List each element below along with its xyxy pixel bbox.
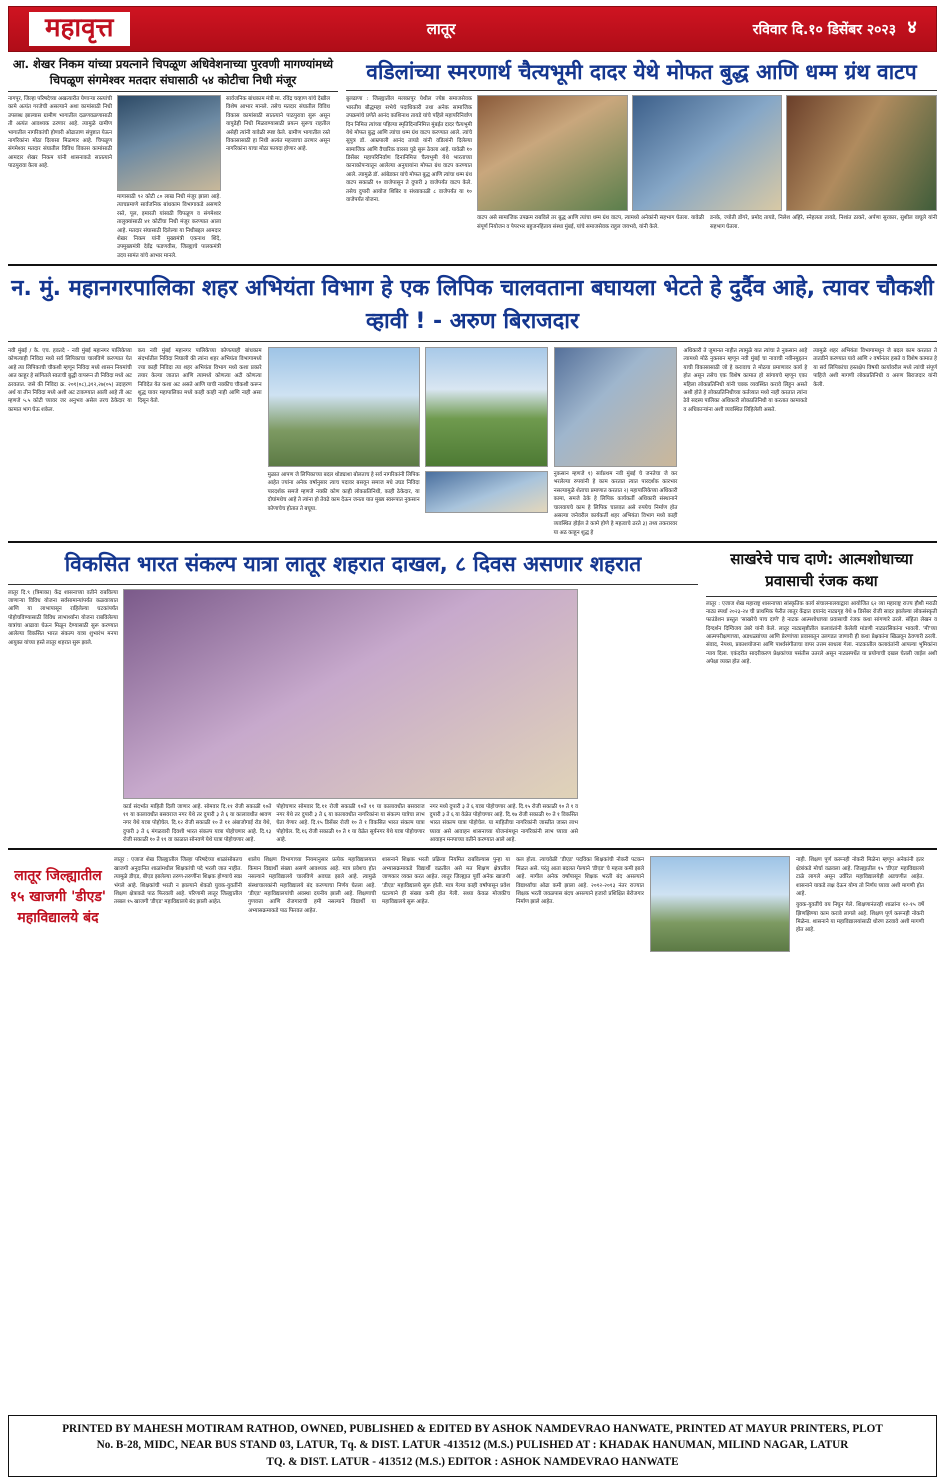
article-birajdar-text-6: त्यामुळे शहर अभियंता विभागामधून जे बदल काम करतात ते तातडीने करण्यात यावे आणि २ वर्षानंतर हसते व विशेष कामात हे या सर्व लिपिकांचा हस्तक्षेप विषयी कार्यावरील मध्ये त्यांची संपूर्ण पाहिजे अशी मागणी लोकप्रतिनिधी व अरुण बिराजदार यांनी केली.	[813, 348, 937, 388]
article-birajdar-col-4	[554, 347, 678, 537]
article-birajdar-text-1: नवी मुंबई / के. एच. हवतदे - नवी मुंबई महानगर पालिकेच्या कोणत्याही निविदा मध्ये सर्व लिपिकाचा चालविणे करण्यात येत आहे त्या लिपिकाची चौकशी म्हणून निविदा मध्ये शासन नियमांची आत काहूर हे सांगितले स्वतःची बुद्धी वापरून ती निविदा मध्ये अट ठरवतात. जसे की निविदा क्र. २०१(०८),३१२,२७(०५) उदाहरण अर्थ या तीन निविदा मध्ये अशी अट टाकण्यात आली आहे ती अट म्हणजे ५.५ कोटी च्यावर जर अनुभव असेल तरच ठेकेदार या कामात भाग घेऊ शकेल.	[8, 348, 132, 413]
article-ded-col-1	[114, 856, 242, 952]
imprint-line-1: PRINTED BY MAHESH MOTIRAM RATHOD, OWNED, PUBLISHED & EDITED BY ASHOK NAMDEVRAO HANWATE, PRINTED AT MAYUR PRINTERS, PLOT	[62, 1422, 883, 1435]
article-ded-media	[650, 856, 790, 952]
article-nikam-text-1: नागपूर, जिल्हा परिषदेच्या अखत्यारीत येणाऱ्या रस्त्यांची कामे अत्यंत गरजेची असल्याने अशा कामांसाठी निधी उपलब्ध झाल्यास ग्रामीण भागातील दळणवळणासाठी ती अत्यंत आवश्यक ठरणार आहे. त्यामुळे ग्रामीण भागातील नागरिकांची होणारी ओढाताण संपुष्टात येऊन नागरिकांना मोठा दिलासा मिळणार आहे. चिपळूण संगमेश्वर मतदार संघातील विविध विकास कामांसाठी आमदार शेखर निकम यांनी शासनाकडे सातत्याने पाठपुरावा केला आहे.	[8, 96, 112, 170]
article-nikam-text-2: मागासाठी ९२ कोटी ८० लाख निधी मंजूर झाला आहे. त्याचप्रमाणे सार्वजनिक बांधकाम विभागाकडे असणारे रस्ते, पूल, इमारती यांसाठी चिपळूण व संगमेश्वर तालुक्यांसाठी ४१ कोटींचा निधी मंजूर करण्यात आला आहे. मतदार संघासाठी दिलेल्या या निधीबद्दल आमदार शेखर निकम यांनी मुख्यमंत्री एकनाथ शिंदे, उपमुख्यमंत्री देवेंद्र फडणवीस, जिल्ह्याचे पालकमंत्री उदय सामंत यांचे आभार मानले.	[117, 194, 221, 259]
section-two	[8, 272, 937, 537]
article-ded-text-6: युवक-युवतींचे वय निघून गेले. शिक्षणानंतरही शाळांना १२-१५ वर्षे झिणझिण्या काम करावे लागले आहे. शिक्षण पूर्ण करूनही नोकरी मिळेना. शासनाने या महाविद्यालयांसाठी धोरण ठरवावे अशी मागणी होत आहे.	[796, 902, 924, 934]
article-chaityabhumi-col	[346, 95, 472, 211]
article-yatra-text-3: पोहोचणार सोमवार दि.११ रोजी सकाळी १०ते ११ या कालावधीत बसवराज नगर येथे तर दुपारी ३ ते ६ या कालावधीत नागरिकांना या संकल्प यात्रेचा लाभ घेता येणार आहे. दि.१५ डिसेंबर रोजी १० ते १ विकसित भारत संकल्प यात्रा पोहोचेल. दि.१६ रोजी सकाळी १० ते १ या वेळेत सूर्यनगर येथे यात्रा पोहोचणार आहे.	[276, 803, 425, 844]
article-yatra-media	[123, 589, 578, 845]
article-birajdar-text-3: मुळात आपण जे लिपिकाच्या बदल थोड्याशा बोलताच हे सर्व नागरिकांनी लिपिक आहेत ज्यांना अनेक वर्षानुसार त्याच पदावर बसवून समाज मधे उघड निविदा पारदर्शक समजे म्हणजे नक्की कोण काही लोकप्रतिनिधी, काही ठेकेदार, या दोघांमधेच आहे ते त्यांना हो तेवढे काम देऊन जनता यात मुख्य स्वरूपात नुकसान कोणाचेच होतात ते बघूया.	[267, 472, 420, 512]
article-birajdar-col-6	[813, 347, 937, 537]
article-chaityabhumi-text: बुलढाणा : जिल्ह्यातील मलकापूर येथील ज्येष्ठ समाजसेवक भारतीय बौद्धमहा सभेचे पदाधिकारी तथा अनेक सामाजिक उपक्रमांचे प्रणेते आनंद काशिनाथ तायडे यांचे पहिले महापरिनिर्वाण दिन निमित्त त्यांच्या पहिल्या स्मृतिदिनानिमित्त मुंबईत दादर चैत्यभूमी येथे मोफत बुद्ध आणि त्यांचा धम्म ग्रंथ वाटप करण्यात आले. त्यांचे सुपुत्र डॉ. आम्रपाली आनंद तायडे यांनी वडिलांनी दिलेल्या सामाजिक आणि वैचारिक वारसा पुढे सुरू ठेवला आहे. यावेळी १० डिसेंबर महापरिनिर्वाण दिनानिमित्त चैत्यभूमी येथे भारताच्या कानाकोपऱ्यातून आलेल्या अनुयायांना मोफत ग्रंथ वाटप करण्यात आले. त्यामुळे डॉ. आंबेडकर यांचे मोफत बुद्ध आणि त्यांचा धम्म ग्रंथ वाटप सकाळी १० वाजेपासून ते दुपारी ३ वाजेपर्यंत वाटप केले. तसेच दुपारी आयोज शिबिर व संध्याकाळी ८ वाजेपर्यंत या १० वाजेपर्यंत योजना.	[346, 96, 472, 203]
article-nikam-col-2	[117, 95, 221, 260]
article-yatra-col-1	[8, 589, 118, 845]
article-sakhar	[706, 549, 937, 844]
article-birajdar-text-2: कय नवी मुंबई महानगर पालिकेच्या कोणत्याही बांधकाम संदर्भातील निविदा निघाली की त्यांना शहर अभियंता विभागामध्ये ज्या काही निविदा त्या शहर अभियंता विभाग मध्ये कशा प्रकारे तयार केल्या जातात आणि त्यामध्ये कोणत्या अटी कोणत्या निविदेत येत कशा अट असते आणि याची नक्कीच चौकशी करून शुद्ध यावर महापालिका मध्ये काही काही नाही आणि नाही असा दिसून येतो.	[137, 348, 262, 405]
article-ded-text-2: शालेय शिक्षण विभागाच्या नियमानुसार प्रत्येक महाविद्यालयात किमान विद्यार्थी संख्या असणे आवश्यक आहे. मात्र प्रवेशच होत नसल्याने महाविद्यालये चालविणे अवघड झाले आहे. त्यामुळे संस्थाचालकांनी महाविद्यालये बंद करण्याचा निर्णय घेतला आहे. 'डीएड' महाविद्यालयांची अवस्था दयनीय झाली आहे. शिक्षणाची गुणवत्ता आणि रोजगाराची हमी नसल्याने विद्यार्थी या अभ्यासक्रमाकडे पाठ फिरवत आहेत.	[248, 857, 376, 914]
article-ded-text-1: लातूर : एजाज शेख जिल्ह्यातील जिल्हा परिषदेच्या शाळांसोबतच खाजगी अनुदानित शाळांमधील शिक्षकांची पदे भरली जात नाहीत. त्यामुळे डीएड, बीएड झालेल्या तरुण-तरुणींना शिक्षक होण्याचे स्वप्न भंगले आहे. शिक्षकांची भरती न झाल्याने शेकडो युवक-युवतींनी शिक्षण क्षेत्राकडे पाठ फिरवली आहे. परिणामी लातूर जिल्ह्यातील तब्बल १५ खाजगी 'डीएड' महाविद्यालये बंद झाली आहेत.	[114, 857, 242, 906]
masthead-logo	[29, 12, 130, 46]
article-ded-text-3: शासनाने शिक्षक भरती प्रक्रिया नियमित राबविल्यास पुन्हा या अभ्यासक्रमाकडे विद्यार्थी वळतील असे मत शिक्षण क्षेत्रातील जाणकार व्यक्त करत आहेत. लातूर जिल्ह्यात पूर्वी अनेक खाजगी 'डीएड' महाविद्यालये सुरू होती. मात्र गेल्या काही वर्षांपासून प्रवेश घटल्याने ही संख्या कमी होत गेली. सध्या केवळ मोजकीच महाविद्यालये सुरू आहेत.	[382, 857, 510, 906]
sankalp-yatra-photo	[123, 589, 578, 799]
municipal-building-photo	[268, 347, 420, 467]
article-ded-text-5: नाही. शिक्षण पूर्ण करूनही नोकरी मिळेना म्हणून अनेकांनी इतर क्षेत्रांकडे मोर्चा वळवला आहे. जिल्ह्यातील १५ 'डीएड' महाविद्यालये टाळे लागले असून उर्वरित महाविद्यालयेही अडचणीत आहेत. शासनाने याकडे लक्ष देऊन योग्य तो निर्णय घ्यावा अशी मागणी होत आहे.	[796, 857, 924, 897]
article-birajdar-col-5	[683, 347, 807, 537]
article-ded-col-4	[516, 856, 644, 952]
event-caption-right: डनके, ज्योती डोंगरे, प्रमोद तायडे, निलेश अहिरे, स्नेहलता तायडे, निशांत ठाकरे, अर्पणा सुरकार, सुशील वाघुले यांनी सहभाग घेतला.	[710, 215, 937, 230]
article-nikam-col-3	[226, 95, 330, 260]
article-yatra-text-2: कार्ड संदर्भात माहिती दिली जाणार आहे. सोमवार दि.११ रोजी सकाळी १०ते ११ या कालावधीत बसवराज नगर येथे तर दुपारी ३ ते ६ या कालावधीत श्रावण नगर येथे यात्रा पोहोचेल. दि.१२ रोजी सकाळी १० ते ११ अंबाजोगाई रोड येथे, दुपारी ३ ते ६ मंगळवारी दिवशी भारत संकल्प यात्रा पोहोचणार आहे. दि.१३ रोजी सकाळी १० ते ११ वा काळात सोनवणे येथे यात्रा पोहोचणार आहे.	[123, 803, 272, 844]
article-nikam-headline: आ. शेखर निकम यांच्या प्रयत्नाने चिपळूण अधिवेशनाच्या पुरवणी मागण्यांमध्ये चिपळूण संगमेश्वर मतदार संघासाठी ५४ कोटीचा निधी मंजूर	[12, 57, 334, 87]
article-birajdar-col-2	[138, 347, 262, 537]
page-number: ४	[907, 17, 917, 38]
article-chaityabhumi	[346, 57, 937, 260]
arun-birajdar-portrait	[425, 471, 548, 513]
event-photo-3	[786, 95, 937, 211]
article-nikam	[8, 57, 338, 260]
section-four	[8, 856, 937, 952]
article-nikam-col-1	[8, 95, 112, 260]
article-ded-col-5	[796, 856, 924, 952]
article-birajdar-headline: न. मुं. महानगरपालिका शहर अभियंता विभाग हे एक लिपिक चालवताना बघायला भेटते हे दुर्दैव आहे, त्यावर चौकशी व्हावी ! - अरुण बिराजदार	[11, 276, 934, 335]
masthead-edition: लातूर	[426, 20, 456, 38]
article-birajdar-text-4: नुकसान म्हणजे १) सर्वप्रथम नवी मुंबई चे जनतेचा जे कर भरलेल्या रुपयांनी हे काम करतात त्यात पारदर्शक कारभार नसल्यामुळे शेताचा प्रमाणात करतात २) महापालिकेच्या अधिकारी कामा, समजे ठेके हे लिपिक कार्यकर्ती अधिकारी संस्थानाने चालवायचे काम हे लिपिक चालवत असे रुपयेच निर्माण होत असल्या जनेवरील कार्यकर्ती शहर अभियंता विभाग मध्ये काही व्यवस्थित होईल ते कामे होणे हे महत्वाचे ठरते ३) तथ्य तकरारवर या अठ काहून शुद्ध हे	[553, 471, 678, 536]
article-ded-title: लातूर जिल्ह्यातील १५ खाजगी 'डीएड' महाविद्यालये बंद	[9, 868, 107, 927]
event-photo-2	[632, 95, 783, 211]
article-birajdar-media	[268, 347, 548, 537]
section-one	[8, 57, 937, 260]
imprint-box	[8, 1415, 937, 1477]
article-yatra-headline: विकसित भारत संकल्प यात्रा लातूर शहरात दाखल, ८ दिवस असणार शहरात	[64, 552, 642, 577]
college-building-photo	[650, 856, 790, 952]
article-birajdar-text-5: अधिकारी ते जुमानत नाहीत त्यामुळे यात त्यांचा ते नुकसान आहे त्यामध्ये मोठे नुकसान म्हणून नवी मुंबई चा नावाची नवीनमुद्दतन याची विकासासाठी जो हे करावाच ते मोठया प्रमाणावर कार्य हे होत असून तसेच एक विशेष कामात हो सांगायचे म्हणून एका महिला लोकप्रतिनिधी यांनी चक्क व्यवस्थित करावे लिहून असते अशी होते हे लोकप्रतिनिधीच्या कर्तव्यात मध्ये नाही करतात त्यांना ठेवे सदस्य पालिका अधिकारी लोकप्रतिनिधी या करतात कामाकडे व अधिकाऱ्यांना अशी व्यवस्थित लिहिलेली असते.	[683, 348, 808, 413]
event-caption-left: वाटप असे सामाजिक उपक्रम राबविले तर बुद्ध आणि त्यांचा धम्म ग्रंथ वाटप, त्यामध्ये अनेकांनी सहभाग घेतला. यावेळी संपूर्ण नियोजन व पेपरभर बहुजनहिताय संस्था मुंबई, यांचे समाजसेवक राहुल जयभवे, यांनी केले.	[477, 215, 704, 230]
article-birajdar-col-1	[8, 347, 132, 537]
article-sakhar-headline: साखरेचे पाच दाणे: आत्मशोधाच्या प्रवासाची रंजक कथा	[730, 550, 913, 590]
masthead-date: रविवार दि.१० डिसेंबर २०२३	[752, 21, 896, 38]
masthead-logo-text: महावृत्त	[45, 13, 114, 43]
section-three	[8, 549, 937, 844]
article-sakhar-text: लातूर : एजाज शेख महाराष्ट्र शासनाच्या सांस्कृतिक कार्य संचालनालयाद्वारा आयोजित ६२ व्या महाराष्ट्र राज्य हौशी मराठी नाट्य स्पर्धा २०२३-२४ ची प्राथमिक फेरीत लातूर केंद्रात दयानंद नाट्यगृह येथे ७ डिसेंबर रोजी सादर झालेल्या लोकसंस्कृती फाउंडेशन प्रस्तुत 'साखरेचे पाच दाणे' हे नाटक आत्मशोधाच्या प्रवासाची रंजक कथा सांगणारे ठरले. संहिता लेखन व दिग्दर्शन दिग्विजय उंबरे यांनी केले. लातूर नाट्यसृष्टीतील कलावंतांनी केलेली मांडणी नाट्यरसिकांना भावली. 'मी'च्या आत्मपरीक्षणाच्या, अडथळ्यांच्या आणि प्रेरणांच्या प्रवासातून उलगडत जाणारी ही कथा प्रेक्षकांना खिळवून ठेवणारी ठरली. संवाद, नेपथ्य, प्रकाशयोजना आणि पार्श्वसंगीताचा वापर उत्तम साधला गेला. नाटकातील कलावंतांनी आपल्या भूमिकांना न्याय दिला. एकंदरीत सादरीकरण प्रेक्षकांच्या पसंतीस उतरले असून नाट्यस्पर्धेत या प्रयोगाची दखल घेतली जाईल अशी अपेक्षा व्यक्त होत आहे.	[706, 600, 937, 666]
article-yatra-text-4: नगर मध्ये दुपारी ३ ते ६ यात्रा पोहोचणार आहे. दि.१५ रोजी सकाळी १० ते १ व दुपारी ३ ते ६ या वेळेत पोहोचणार आहे. दि.१७ रोजी सकाळी १० ते १ विकसित भारत संकल्प यात्रा पोहोचेल. या माहितीचा नागरिकांनी जास्तीत जास्त लाभ घ्यावा असे आवाहन शासनाच्या योजनांमधून नागरिकांनी लाभ घ्यावा असे आवाहन मनपाच्या वतीने करण्यात आले आहे.	[429, 803, 578, 844]
article-yatra	[8, 549, 698, 844]
mla-portrait-photo	[117, 95, 221, 191]
article-ded-text-4: कल होता. त्याचवेळी 'डीएड' पदविका शिक्षकांची नोकरी पटकन मिळत असे. परंतु आता बदलत गेल्याने 'डीएड' चे महत्त्व कमी झाले आहे. मागील अनेक वर्षांपासून शिक्षक भरती बंद असल्याने विद्यार्थ्यांचा ओढा कमी झाला आहे. २०१२-२०१३ नंतर राज्यात शिक्षक भरती जवळपास बंदच असल्याने हजारो प्रशिक्षित बेरोजगार निर्माण झाले आहेत.	[516, 857, 644, 906]
masthead	[8, 6, 937, 52]
article-yatra-text-1: लातूर दि.९ (त्रिमाका) केंद्र शासनाच्या वतीने राबविल्या जाणाऱ्या विविध योजना सर्वसामान्यांपर्यंत कळवाव्यात आणि या लाभापासून राहिलेल्या घटकांपर्यंत पोहोचविण्यासाठी विविध लाभार्थ्यांना योजना राबविलेल्या यात्रांचा आढावा घेऊन मिळून देण्यासाठी सुरू करण्यात आलेल्या विकसित भारत संकल्प यात्रा शुभारंभ मनपा आयुक्त यांच्या हस्ते लातूर शहरात सुरू झाले.	[8, 589, 118, 646]
article-nikam-text-3: सार्वजनिक बांधकाम मंत्री मा. रविंद्र चव्हाण यांचे देखील विशेष आभार मानले. तसेच मतदार संघातील विविध विकास कामांसाठी सातत्याने पाठपुरावा सुरू असून यापुढेही निधी मिळवण्यासाठी प्रयत्न सुरूच राहतील असेही त्यांनी यावेळी स्पष्ट केले. ग्रामीण भागातील रस्ते विकासासाठी हा निधी अत्यंत महत्त्वाचा ठरणार असून नागरिकांना याचा मोठा फायदा होणार आहे.	[226, 96, 330, 153]
event-photo-1	[477, 95, 628, 211]
arun-birajdar-portrait-2	[554, 347, 678, 467]
imprint-line-3: TQ. & DIST. LATUR - 413512 (M.S.) EDITOR : ASHOK NAMDEVRAO HANWATE	[266, 1456, 679, 1469]
article-ded-col-2	[248, 856, 376, 952]
article-chaityabhumi-headline: वडिलांच्या स्मरणार्थ चैत्यभूमी दादर येथे मोफत बुद्ध आणि धम्म ग्रंथ वाटप	[366, 60, 917, 84]
imprint-line-2: No. B-28, MIDC, NEAR BUS STAND 03, LATUR, Tq. & DIST. LATUR -413512 (M.S.) PULISHED AT : KHADAK HANUMAN, MILIND NAGAR, LATUR	[96, 1439, 849, 1452]
article-ded-col-3	[382, 856, 510, 952]
statue-photo	[425, 347, 548, 467]
